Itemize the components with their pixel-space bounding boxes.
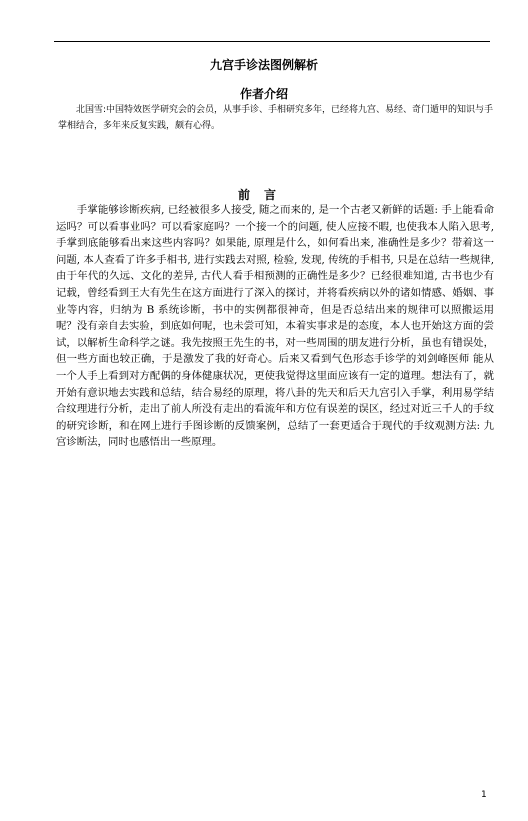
page-number: 1 <box>481 790 487 800</box>
preface-paragraph: 手掌能够诊断疾病, 已经被很多人接受, 随之而来的, 是一个古老又新鲜的话题: 手上能看命运吗？可以看事业吗？可以看家庭吗？一个接一个的问题, 使人应接不暇, 也使我本人陷入思考, 手掌到底能够看出来这些内容吗？如果能, 原理是什么，如何看出来, 准确性是多少？带着这一问题, 本人查看了许多手相书, 进行实践去对照, 检验, 发现, 传统的手相书, 只是在总结一些规律, 由于年代的久远、文化的差异, 古代人看手相预测的正确性是多少？已经很难知道, 古书也少有记载，曾经看到王大有先生在这方面进行了深入的探讨，并将看疾病以外的诸如情感、婚姻、事业等内容，归纳为 B 系统诊断，书中的实例都很神奇，但是否总结出来的规律可以照搬运用呢？没有亲自去实验，到底如何呢，也未尝可知，本着实事求是的态度，本人也开始这方面的尝试，以解析生命科学之谜。我先按照王先生的书，对一些周围的朋友进行分析，虽也有错误处，但一些方面也较正确，于是激发了我的好奇心。后来又看到气色形态手诊学的刘剑峰医师 能从一个人手上看到对方配偶的身体健康状况，更使我觉得这里面应该有一定的道理。想法有了，就开始有意识地去实践和总结，结合易经的原理，将八卦的先天和后天九宫引入手掌，利用易学结合纹理进行分析，走出了前人所没有走出的看流年和方位有误差的误区，经过对近三千人的手纹的研究诊断，和在网上进行手图诊断的反馈案例，总结了一套更适合于现代的手纹观测方法: 九宫诊断法，同时也感悟出一些原理。 <box>56 204 494 449</box>
author-paragraph: 北国雪:中国特效医学研究会的会员，从事手诊、手相研究多年，已经将九宫、易经、奇门遁甲的知识与手掌相结合，多年来反复实践，颇有心得。 <box>58 105 494 131</box>
document-title: 九宫手诊法图例解析 <box>209 58 318 72</box>
author-heading: 作者介绍 <box>239 87 288 101</box>
preface-heading: 前言 <box>237 188 290 202</box>
header-rule <box>54 41 490 42</box>
